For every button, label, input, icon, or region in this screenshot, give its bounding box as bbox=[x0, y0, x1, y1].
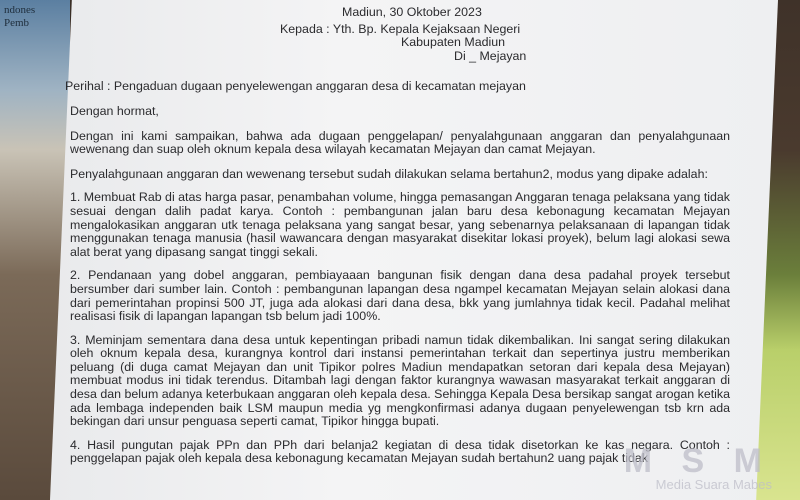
letter-greeting: Dengan hormat, bbox=[70, 103, 159, 118]
newspaper-text: ndones Pemb bbox=[4, 4, 36, 29]
recipient-line-2: Kabupaten Madiun bbox=[401, 35, 506, 50]
letter-body bbox=[65, 5, 730, 466]
recipient-line-3: Di _ Mejayan bbox=[454, 48, 527, 63]
watermark-logo: M S M bbox=[623, 442, 772, 480]
recipient-line-1: Kepada : Yth. Bp. Kepala Kejaksaan Negeri bbox=[280, 21, 521, 36]
letter-date: Madiun, 30 Oktober 2023 bbox=[342, 5, 482, 19]
list-item-4: 4. Hasil pungutan pajak PPn dan PPh dari belanja2 kegiatan di desa tidak disetorkan ke kas negara. Contoh : penggelapan pajak oleh kepala desa kebonagung kecamatan Mejayan sudah bertahun2 uang pajak tidak bbox=[70, 437, 730, 466]
letter-subject: Perihal : Pengaduan dugaan penyelewengan anggaran desa di kecamatan mejayan bbox=[65, 79, 526, 94]
intro-paragraph: Dengan ini kami sampaikan, bahwa ada dugaan penggelapan/ penyalahgunaan anggaran dan penyalahgunaan wewenang dan suap oleh oknum kepala desa wilayah kecamatan Mejayan dan camat Mejayan. bbox=[70, 128, 730, 157]
watermark bbox=[624, 444, 772, 492]
list-item-2: 2. Pendanaan yang dobel anggaran, pembiayaaan bangunan fisik dengan dana desa padahal proyek tersebut bersumber dari sumber lain. Contoh : pembangunan lapangan desa ngampel kecamatan Mejayan selain alokasi dana dari pemerintahan propinsi 500 JT, juga ada alokasi dari dana desa, bkk yang jumlahnya tidak kecil. Padahal melihat realisasi fisik di lapangan lapangan tsb belum jadi 100%. bbox=[70, 268, 730, 324]
watermark-subtitle: Media Suara Mabes bbox=[655, 477, 772, 492]
list-item-1: 1. Membuat Rab di atas harga pasar, penambahan volume, hingga pemasangan Anggaran tenaga pelaksana yang tidak sesuai dengan dalih padat karya. Contoh : pembangunan jalan baru desa kebonagung kecamatan Mejayan mengalokasikan anggaran utk tenaga pelaksana yang sangat besar, yang sebenarnya pelaksanaan di lapangan tidak menggunakan tenaga manusia (hasil wawancara dengan masyarakat disekitar lokasi proyek), belum lagi alokasi sewa alat berat yang dipasang sangat tinggi sekali. bbox=[70, 190, 730, 259]
intro-paragraph-2: Penyalahgunaan anggaran dan wewenang tersebut sudah dilakukan selama bertahun2, modus yang dipake adalah: bbox=[70, 166, 708, 181]
list-item-3: 3. Meminjam sementara dana desa untuk kepentingan pribadi namun tidak dikembalikan. Ini sangat sering dilakukan oleh oknum kepala desa, kurangnya kontrol dari instansi pemerintahan terkait dan sepertinya justru memberikan peluang (di duga camat Mejayan dan unit Tipikor polres Madiun mendapatkan setoran dari kepala desa Mejayan) membuat modus ini tidak terendus. Ditambah lagi dengan faktor kurangnya wawasan masyarakat terkait anggaran di desa dan belum adanya keterbukaan anggaran oleh kepala desa. Sehingga Kepala Desa bersikap sangat arogan ketika ada lembaga independen baik LSM maupun media yg mengkonfirmasi adanya dugaan penyelewengan tsb krn ada bekingan dari unsur penguasa seperti camat, Tipikor hingga bupati. bbox=[70, 332, 730, 429]
